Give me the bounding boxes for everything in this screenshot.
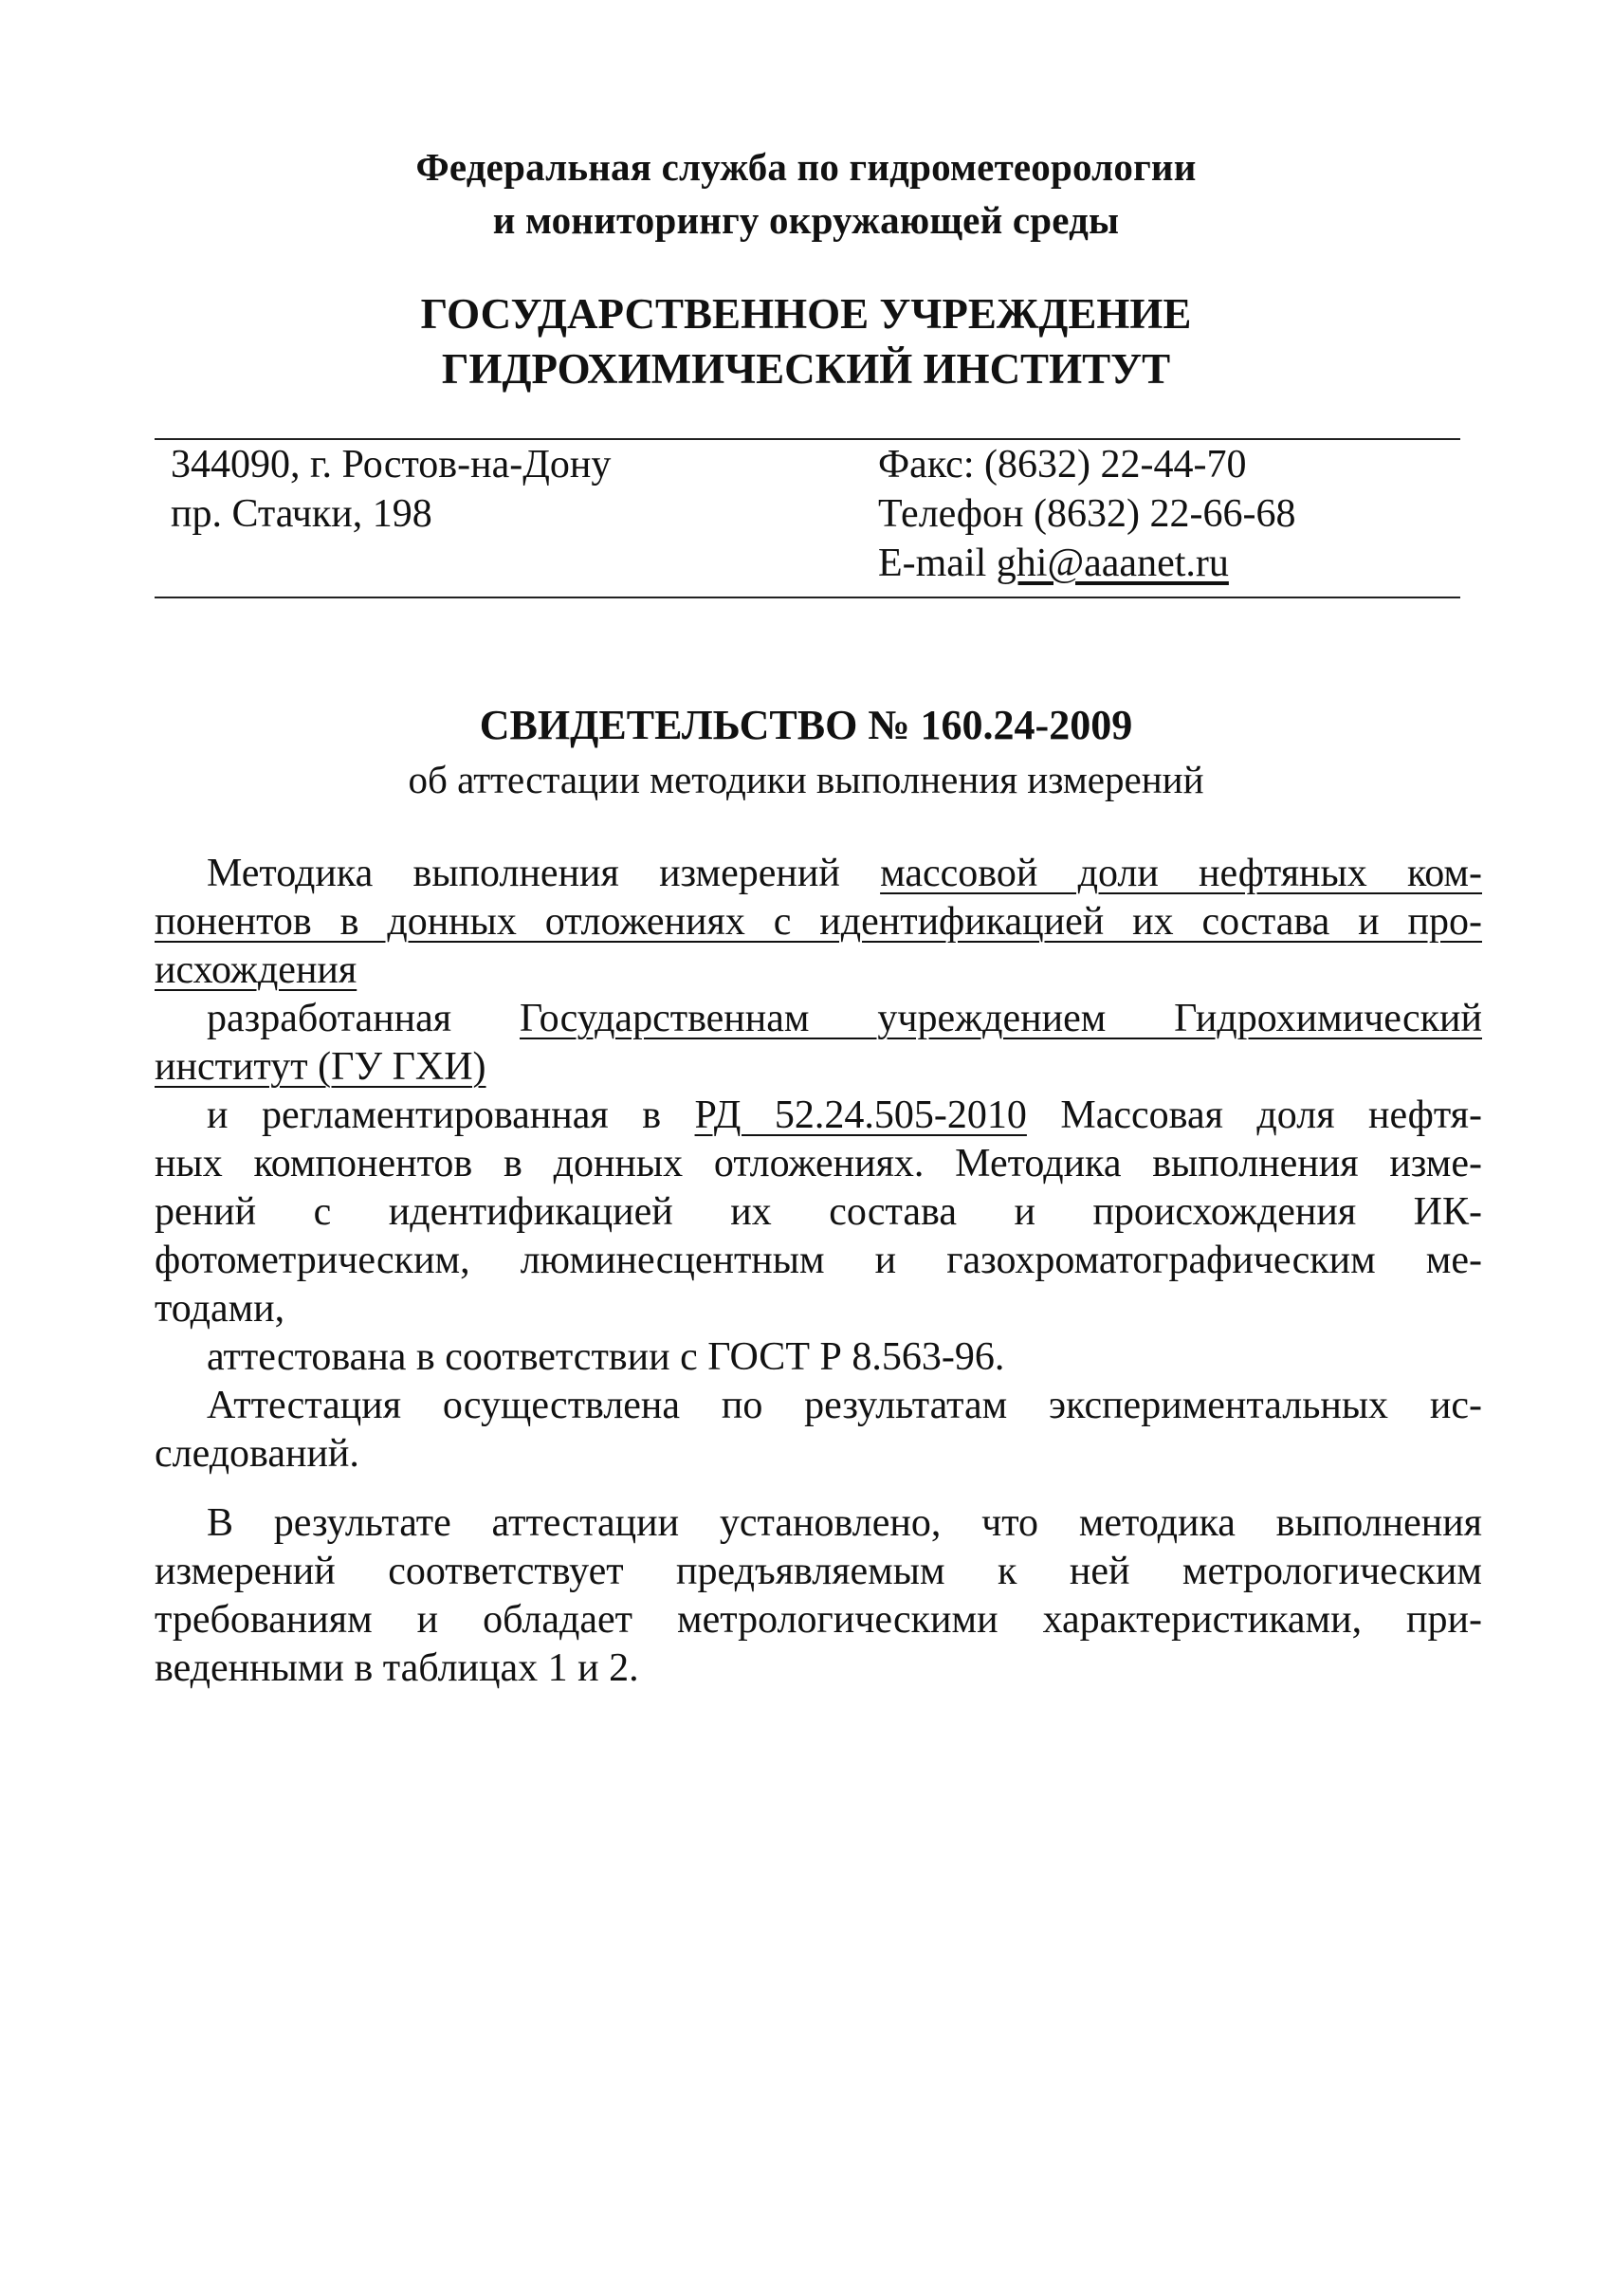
letterhead-bottom-divider [155, 597, 1460, 598]
phone-number: Телефон (8632) 22-66-68 [878, 492, 1296, 536]
certificate-title: СВИДЕТЕЛЬСТВО № 160.24-2009 [479, 702, 1133, 748]
institute-heading-line-1: ГОСУДАРСТВЕННОЕ УЧРЕЖДЕНИЕ [420, 290, 1192, 338]
body-line: тодами, [155, 1287, 285, 1331]
fax-number: Факс: (8632) 22-44-70 [878, 443, 1247, 487]
email-label: E-mail [878, 542, 997, 585]
body-text-span: разработанная [207, 997, 520, 1040]
address-line-2: пр. Стачки, 198 [171, 492, 432, 536]
body-line: веденными в таблицах 1 и 2. [155, 1646, 639, 1690]
federal-heading-line-2: и мониторингу окружающей среды [492, 198, 1120, 242]
federal-service-heading [0, 140, 1612, 247]
address-line-1: 344090, г. Ростов-на-Дону [171, 443, 612, 487]
email-address: ghi@aaanet.ru [996, 542, 1229, 585]
body-line: рений с идентификацией их состава и происхождения ИК- [155, 1190, 1482, 1234]
method-subject-underlined: массовой доли нефтяных ком- [880, 852, 1482, 895]
method-subject-underlined: исхождения [155, 948, 357, 992]
regulation-doc-underlined: РД 52.24.505-2010 [694, 1093, 1027, 1137]
email-line [878, 539, 1295, 588]
body-line: требованиям и обладает метрологическими характеристиками, при- [155, 1598, 1482, 1642]
federal-heading-line-1: Федеральная служба по гидрометеорологии [415, 145, 1197, 189]
body-line: ных компонентов в донных отложениях. Методика выполнения изме- [155, 1142, 1482, 1185]
method-subject-underlined: понентов в донных отложениях с идентификацией их состава и про- [155, 900, 1482, 944]
contact-details [878, 440, 1295, 588]
certificate-body [155, 850, 1482, 1693]
body-text-span: Массовая доля нефтя- [1026, 1093, 1482, 1137]
body-line: фотометрическим, люминесцентным и газохроматографическим ме- [155, 1239, 1482, 1282]
body-line [155, 995, 1482, 1043]
body-line [155, 850, 1482, 898]
body-line [155, 946, 1482, 995]
institute-heading-line-2: ГИДРОХИМИЧЕСКИЙ ИНСТИТУТ [441, 345, 1171, 393]
developer-underlined: Государственнам учреждением Гидрохимический [519, 997, 1482, 1040]
body-line: аттестована в соответствии с ГОСТ Р 8.563-96. [207, 1335, 1005, 1379]
developer-underlined: институт (ГУ ГХИ) [155, 1045, 486, 1089]
body-line: измерений соответствует предъявляемым к ней метрологическим [155, 1550, 1482, 1593]
body-line [155, 1092, 1482, 1140]
body-line: Аттестация осуществлена по результатам экспериментальных ис- [207, 1384, 1482, 1427]
body-text-span: Методика выполнения измерений [207, 852, 881, 895]
body-line: В результате аттестации установлено, что методика выполнения [207, 1501, 1482, 1545]
body-text-span: и регламентированная в [207, 1093, 695, 1137]
institute-heading [0, 286, 1612, 396]
paragraph-gap [155, 1479, 1482, 1499]
body-line: следований. [155, 1432, 359, 1476]
body-line [155, 898, 1482, 946]
body-line [155, 1043, 1482, 1092]
certificate-subtitle: об аттестации методики выполнения измерений [408, 758, 1204, 801]
postal-address [171, 440, 611, 539]
